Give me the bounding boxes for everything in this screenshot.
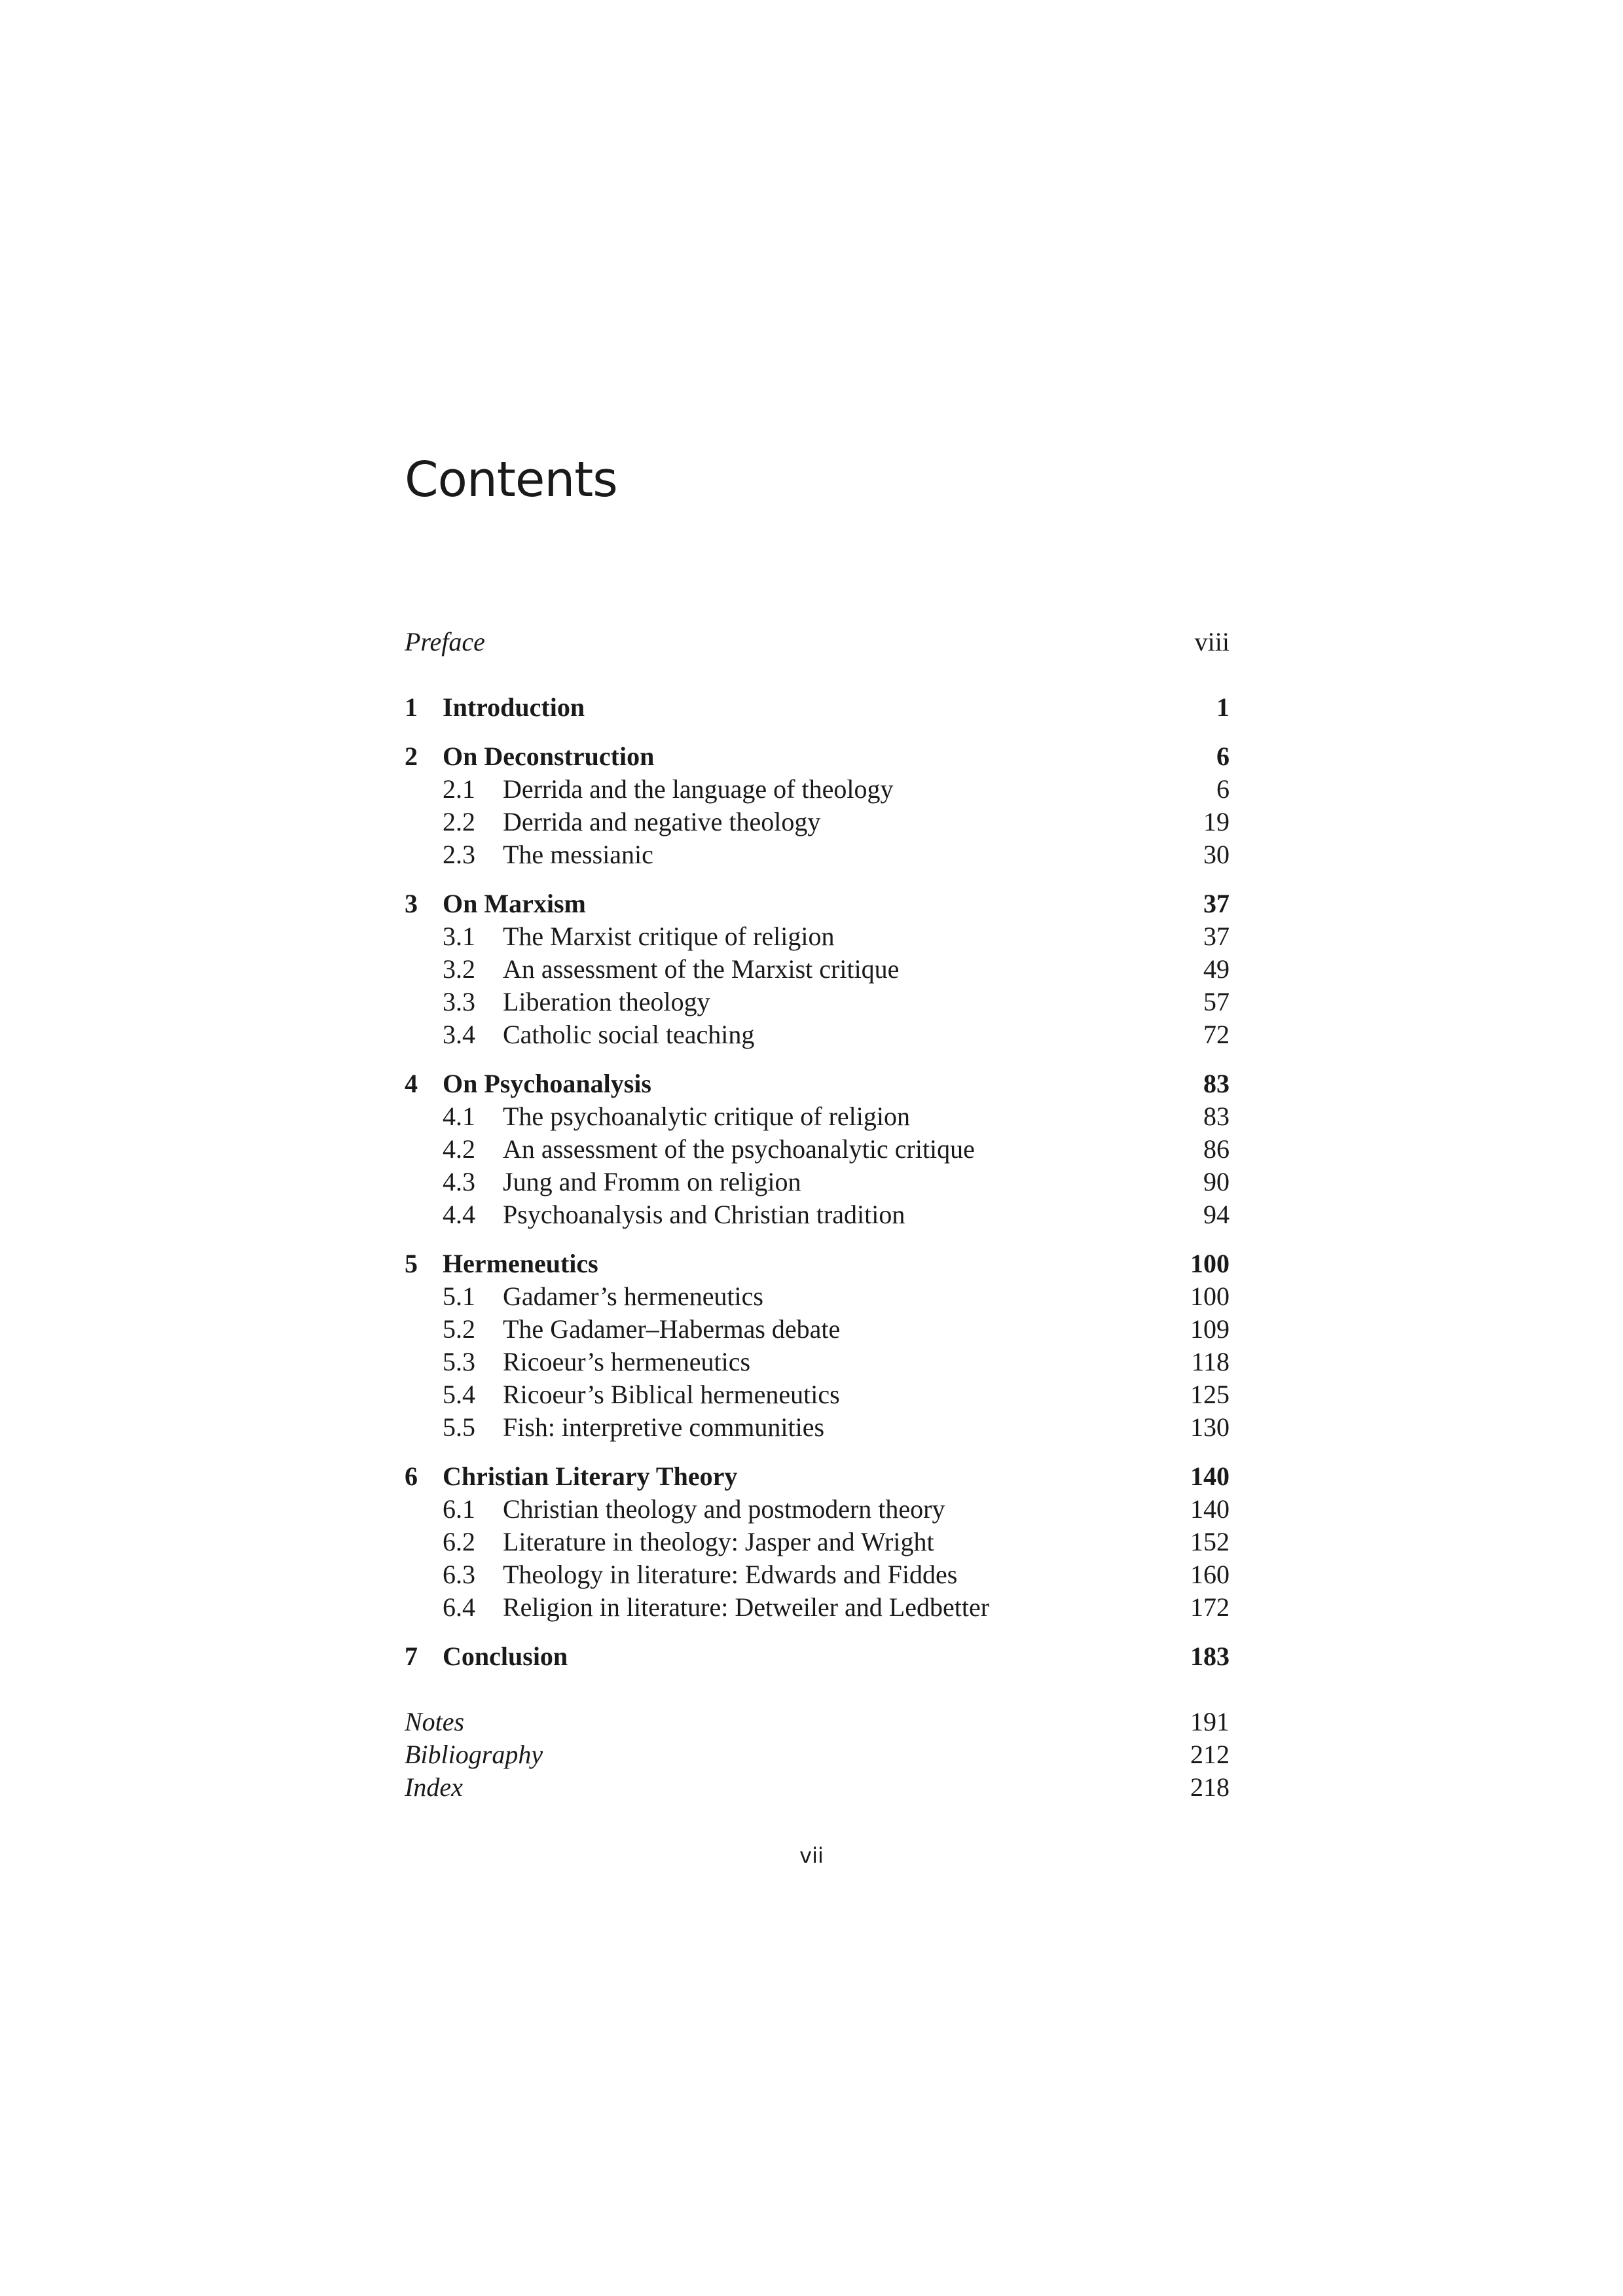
section-entry-4-4[interactable]: [405, 1198, 1230, 1231]
page-number: 109: [1190, 1314, 1230, 1344]
back-matter-title: Index: [405, 1772, 463, 1802]
front-matter-title: Preface: [405, 627, 485, 656]
section-number: 5.1: [443, 1282, 475, 1311]
section-title: Christian theology and postmodern theory: [503, 1494, 945, 1524]
page-number: 30: [1203, 840, 1230, 869]
section-title: Ricoeur’s Biblical hermeneutics: [503, 1380, 840, 1409]
section-entry-4-1[interactable]: [405, 1100, 1230, 1133]
section-number: 4.3: [443, 1167, 475, 1196]
section-number: 5.4: [443, 1380, 475, 1409]
section-entry-4-2[interactable]: [405, 1133, 1230, 1166]
section-number: 3.4: [443, 1020, 475, 1049]
section-title: The Marxist critique of religion: [503, 922, 835, 951]
page-number: 125: [1190, 1380, 1230, 1409]
page-number: 218: [1190, 1772, 1230, 1802]
chapter-title: Conclusion: [443, 1641, 568, 1671]
page-number: 1: [1216, 692, 1230, 722]
page-number: viii: [1194, 627, 1230, 656]
page-number: 37: [1203, 922, 1230, 951]
section-title: The psychoanalytic critique of religion: [503, 1102, 911, 1131]
section-number: 6.2: [443, 1527, 475, 1556]
section-entry-2-3[interactable]: [405, 838, 1230, 871]
page-number: 94: [1203, 1200, 1230, 1229]
page-number: 86: [1203, 1134, 1230, 1164]
section-entry-6-4[interactable]: [405, 1591, 1230, 1624]
page-number: 37: [1203, 889, 1230, 918]
section-number: 3.3: [443, 987, 475, 1016]
chapter-entry-5[interactable]: [405, 1247, 1230, 1280]
chapter-title: On Marxism: [443, 889, 586, 918]
section-title: An assessment of the psychoanalytic critique: [503, 1134, 975, 1164]
page-number: 83: [1203, 1102, 1230, 1131]
toc-entry-preface[interactable]: [405, 626, 1230, 658]
chapter-number: 1: [405, 692, 418, 722]
section-number: 4.4: [443, 1200, 475, 1229]
section-title: Ricoeur’s hermeneutics: [503, 1347, 751, 1376]
section-title: An assessment of the Marxist critique: [503, 954, 900, 984]
section-title: Fish: interpretive communities: [503, 1412, 825, 1442]
section-entry-2-2[interactable]: [405, 806, 1230, 838]
page-number: 118: [1191, 1347, 1230, 1376]
page-number: 140: [1190, 1494, 1230, 1524]
chapter-number: 3: [405, 889, 418, 918]
section-number: 6.3: [443, 1560, 475, 1589]
page-number: 183: [1190, 1641, 1230, 1671]
section-entry-6-1[interactable]: [405, 1493, 1230, 1526]
section-entry-3-2[interactable]: [405, 953, 1230, 986]
page-number: 172: [1190, 1592, 1230, 1622]
chapter-number: 4: [405, 1069, 418, 1098]
section-entry-5-2[interactable]: [405, 1313, 1230, 1346]
page-number: 191: [1190, 1707, 1230, 1736]
page-title: Contents: [405, 452, 617, 508]
chapter-entry-2[interactable]: [405, 740, 1230, 773]
chapter-title: On Psychoanalysis: [443, 1069, 651, 1098]
section-entry-5-5[interactable]: [405, 1411, 1230, 1444]
section-title: Derrida and the language of theology: [503, 774, 894, 804]
section-entry-5-4[interactable]: [405, 1378, 1230, 1411]
section-number: 3.1: [443, 922, 475, 951]
section-entry-2-1[interactable]: [405, 773, 1230, 806]
section-title: Religion in literature: Detweiler and Ledbetter: [503, 1592, 990, 1622]
back-matter-title: Notes: [405, 1707, 465, 1736]
table-of-contents: [405, 626, 1230, 1804]
toc-entry-bibliography[interactable]: [405, 1738, 1230, 1771]
section-entry-5-1[interactable]: [405, 1280, 1230, 1313]
section-entry-3-1[interactable]: [405, 920, 1230, 953]
chapter-number: 5: [405, 1249, 418, 1278]
page-number: 160: [1190, 1560, 1230, 1589]
section-entry-3-3[interactable]: [405, 986, 1230, 1018]
page-number: 140: [1190, 1462, 1230, 1491]
chapter-number: 6: [405, 1462, 418, 1491]
section-title: Derrida and negative theology: [503, 807, 821, 836]
section-title: Psychoanalysis and Christian tradition: [503, 1200, 905, 1229]
section-title: Literature in theology: Jasper and Wright: [503, 1527, 934, 1556]
page-number: 152: [1190, 1527, 1230, 1556]
page-number: 57: [1203, 987, 1230, 1016]
section-title: Jung and Fromm on religion: [503, 1167, 801, 1196]
section-entry-5-3[interactable]: [405, 1346, 1230, 1378]
section-entry-6-2[interactable]: [405, 1526, 1230, 1558]
chapter-title: On Deconstruction: [443, 742, 655, 771]
section-number: 6.4: [443, 1592, 475, 1622]
page-number: 100: [1190, 1282, 1230, 1311]
chapter-entry-4[interactable]: [405, 1067, 1230, 1100]
section-title: Theology in literature: Edwards and Fiddes: [503, 1560, 958, 1589]
section-title: The messianic: [503, 840, 653, 869]
chapter-number: 7: [405, 1641, 418, 1671]
section-number: 5.3: [443, 1347, 475, 1376]
section-number: 2.1: [443, 774, 475, 804]
back-matter-title: Bibliography: [405, 1740, 543, 1769]
section-title: Catholic social teaching: [503, 1020, 755, 1049]
chapter-entry-7[interactable]: [405, 1640, 1230, 1673]
chapter-entry-1[interactable]: [405, 691, 1230, 724]
section-entry-4-3[interactable]: [405, 1166, 1230, 1198]
page-number: 49: [1203, 954, 1230, 984]
toc-entry-notes[interactable]: [405, 1706, 1230, 1738]
page-number: 6: [1216, 742, 1230, 771]
section-number: 2.3: [443, 840, 475, 869]
folio-page-number: vii: [799, 1843, 824, 1868]
chapter-title: Hermeneutics: [443, 1249, 598, 1278]
page-number: 19: [1203, 807, 1230, 836]
section-title: Gadamer’s hermeneutics: [503, 1282, 763, 1311]
chapter-title: Introduction: [443, 692, 585, 722]
chapter-entry-3[interactable]: [405, 888, 1230, 920]
chapter-title: Christian Literary Theory: [443, 1462, 738, 1491]
page-number: 6: [1216, 774, 1230, 804]
section-entry-6-3[interactable]: [405, 1558, 1230, 1591]
chapter-entry-6[interactable]: [405, 1460, 1230, 1493]
section-entry-3-4[interactable]: [405, 1018, 1230, 1051]
section-number: 5.5: [443, 1412, 475, 1442]
page-number: 72: [1203, 1020, 1230, 1049]
page-number: 90: [1203, 1167, 1230, 1196]
chapter-number: 2: [405, 742, 418, 771]
page-number: 100: [1190, 1249, 1230, 1278]
section-title: The Gadamer–Habermas debate: [503, 1314, 841, 1344]
toc-entry-index[interactable]: [405, 1771, 1230, 1804]
section-number: 4.2: [443, 1134, 475, 1164]
section-number: 6.1: [443, 1494, 475, 1524]
section-title: Liberation theology: [503, 987, 710, 1016]
section-number: 3.2: [443, 954, 475, 984]
section-number: 2.2: [443, 807, 475, 836]
section-number: 4.1: [443, 1102, 475, 1131]
page-number: 212: [1190, 1740, 1230, 1769]
section-number: 5.2: [443, 1314, 475, 1344]
page-number: 83: [1203, 1069, 1230, 1098]
page-number: 130: [1190, 1412, 1230, 1442]
